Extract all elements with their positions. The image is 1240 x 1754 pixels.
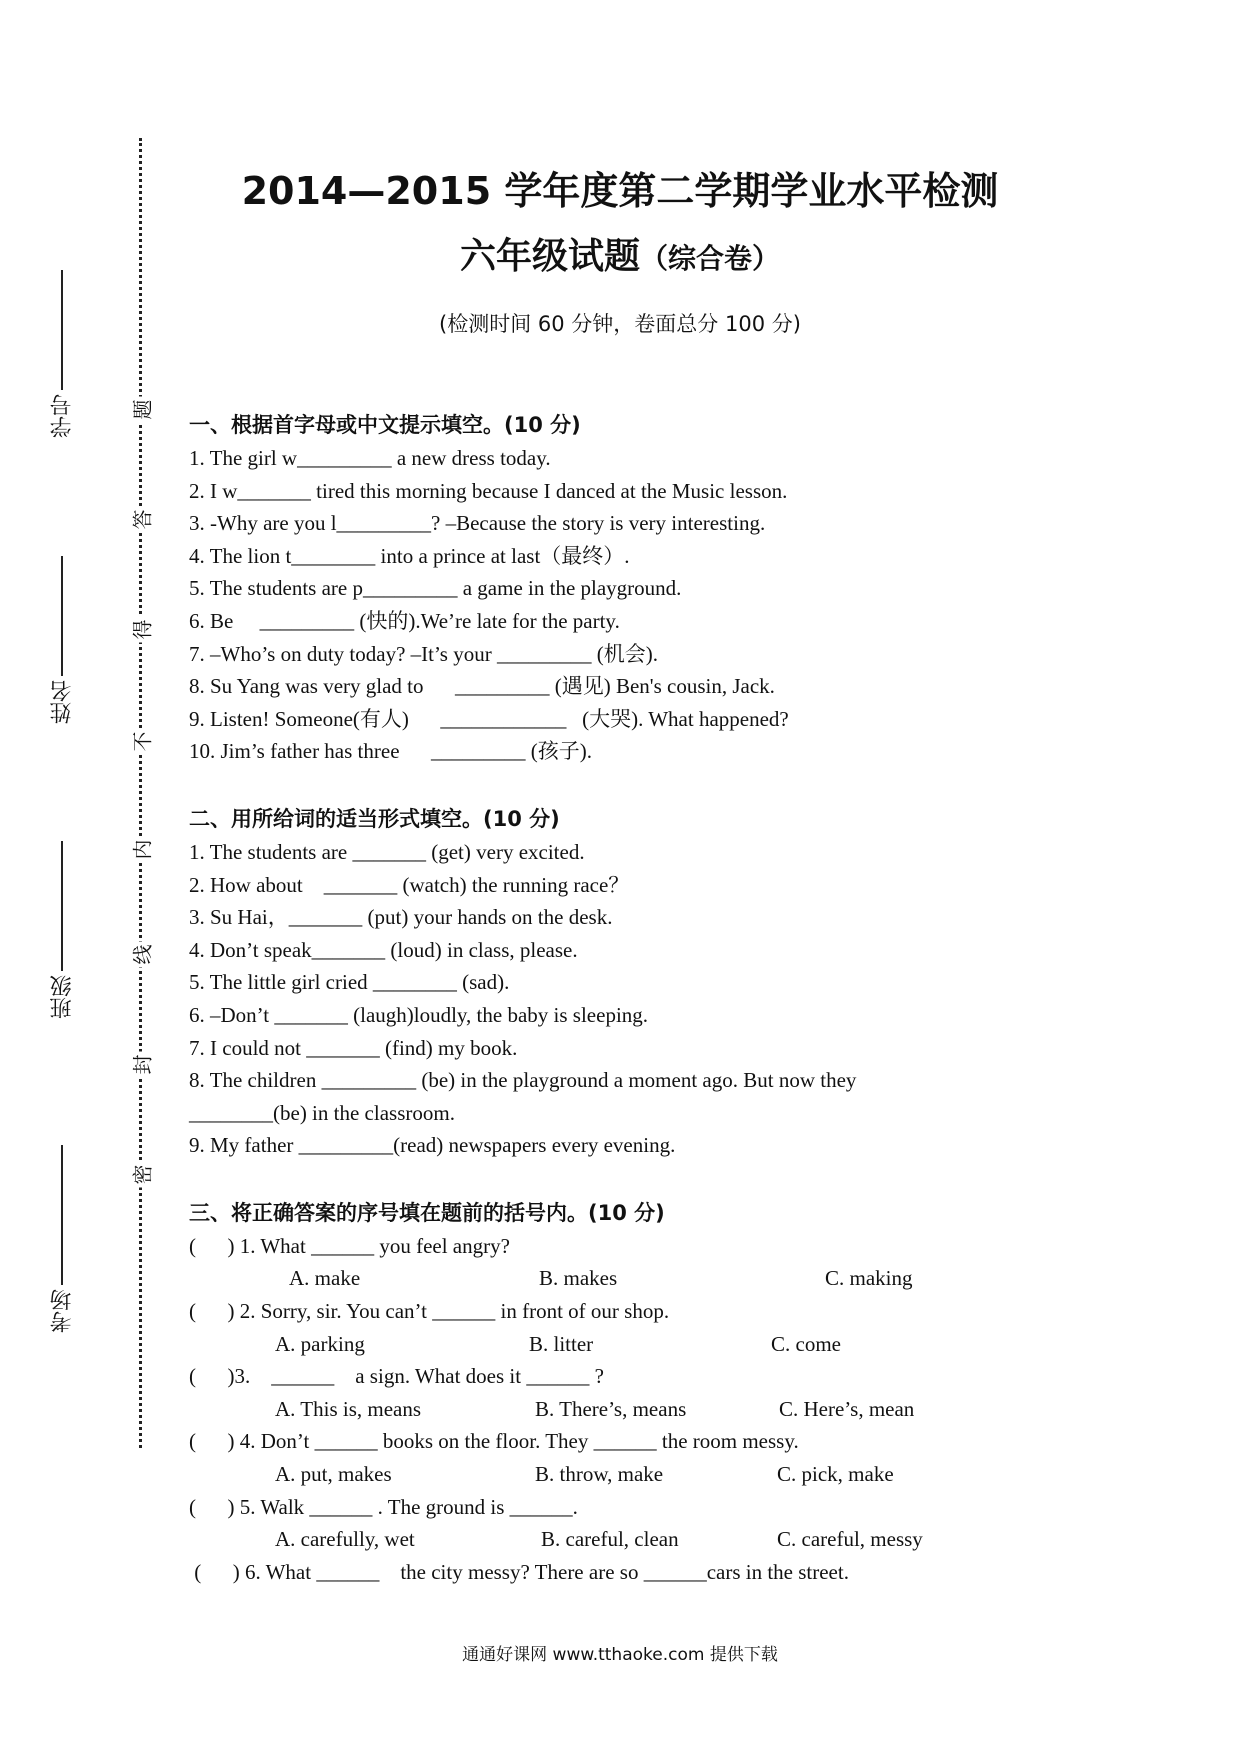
class-field [42,841,82,1019]
exam-subtitle [0,228,1240,279]
section-1-title: 一、根据首字母或中文提示填空。(10 分) [189,413,581,437]
question-line: ________(be) in the classroom. [189,1100,455,1125]
option-c: C. pick, make [777,1462,894,1487]
question-line: 6. Be _________ (快的).We’re late for the party. [189,608,620,633]
option-c: C. come [771,1331,841,1356]
option-a: A. make [289,1266,361,1291]
option-c: C. making [825,1266,913,1291]
exam-content [189,408,1189,1588]
question-line: 3. Su Hai，_______ (put) your hands on the desk. [189,905,613,930]
exam-title: 2014—2015 学年度第二学期学业水平检测 [241,169,999,213]
question-line: 10. Jim’s father has three _________ (孩子). [189,739,593,764]
option-a: A. carefully, wet [275,1527,415,1552]
question-line: 3. -Why are you l_________? –Because the story is very interesting. [189,511,766,536]
seal-char: 答 [127,507,156,533]
name-underline [61,556,63,676]
mc-options [189,1262,1189,1295]
mc-options [189,1523,1189,1556]
question-line: 9. Listen! Someone(有人) ____________ (大哭). What happened? [189,706,789,731]
name-field [42,556,82,724]
class-label: 班级 [49,975,75,1019]
question-line: 1. The girl w_________ a new dress today. [189,446,551,470]
name-label: 姓名 [49,680,75,724]
question-line: 7. I could not _______ (find) my book. [189,1035,518,1060]
student-id-label: 学号 [49,394,75,438]
option-b: B. litter [529,1331,594,1356]
option-b: B. careful, clean [541,1527,679,1552]
option-a: A. This is, means [275,1396,422,1421]
question-line: 5. The little girl cried ________ (sad). [189,970,510,995]
exam-room-field [42,1145,82,1333]
option-a: A. parking [275,1331,365,1356]
mc-question-stem: ( ) 5. Walk ______ . The ground is ______. [189,1494,578,1519]
exam-room-underline [61,1145,63,1285]
mc-question-stem: ( ) 2. Sorry, sir. You can’t ______ in front of our shop. [189,1299,670,1324]
option-c: C. Here’s, mean [779,1396,915,1421]
footer-source: 通通好课网 www.tthaoke.com 提供下载 [462,1645,778,1665]
section-3-title: 三、将正确答案的序号填在题前的括号内。(10 分) [189,1200,665,1225]
exam-time-note: (检测时间 60 分钟，卷面总分 100 分) [439,312,801,336]
option-b: B. throw, make [535,1462,664,1487]
student-id-field [42,270,82,438]
mc-options [189,1393,1189,1426]
question-line: 7. –Who’s on duty today? –It’s your _________ (机会). [189,641,658,666]
question-line: 8. Su Yang was very glad to _________ (遇见) Ben's cousin, Jack. [189,674,775,699]
option-b: B. makes [539,1266,618,1291]
seal-char: 得 [127,617,156,643]
exam-room-label: 考场 [49,1289,75,1333]
question-line: 6. –Don’t _______ (laugh)loudly, the baby is sleeping. [189,1002,649,1027]
section-gap [189,768,1189,802]
question-line: 4. The lion t________ into a prince at last（最终）. [189,543,630,568]
seal-char: 题 [127,397,156,423]
mc-question-stem: ( )3. ______ a sign. What does it ______ ? [189,1364,604,1389]
question-line: 9. My father _________(read) newspapers every evening. [189,1133,676,1158]
mc-options [189,1458,1189,1491]
mc-question-stem: ( ) 4. Don’t ______ books on the floor. They ______ the room messy. [189,1429,799,1454]
seal-char: 不 [127,729,156,755]
question-line: 2. How about _______ (watch) the running race？ [189,872,630,897]
exam-subtitle-main: 六年级试题 [459,236,640,277]
mc-question-stem: ( ) 1. What ______ you feel angry? [189,1233,510,1258]
mc-options [189,1328,1189,1361]
question-line: 4. Don’t speak_______ (loud) in class, please. [189,937,578,962]
seal-char: 封 [127,1052,156,1078]
seal-char: 密 [127,1162,156,1188]
seal-char: 线 [127,942,156,968]
mc-question-stem: ( ) 6. What ______ the city messy? There are so ______cars in the street. [189,1559,849,1584]
seal-char: 内 [127,837,156,863]
question-line: 8. The children _________ (be) in the playground a moment ago. But now they [189,1068,857,1093]
question-line: 5. The students are p_________ a game in the playground. [189,576,682,601]
section-2-title: 二、用所给词的适当形式填空。(10 分) [189,806,560,831]
section-gap [189,1162,1189,1196]
class-underline [61,841,63,971]
option-c: C. careful, messy [777,1527,923,1552]
question-line: 1. The students are _______ (get) very excited. [189,839,585,864]
option-b: B. There’s, means [535,1396,687,1421]
option-a: A. put, makes [275,1462,392,1487]
exam-subtitle-paren: （综合卷） [640,242,781,275]
question-line: 2. I w_______ tired this morning because I danced at the Music lesson. [189,478,788,503]
